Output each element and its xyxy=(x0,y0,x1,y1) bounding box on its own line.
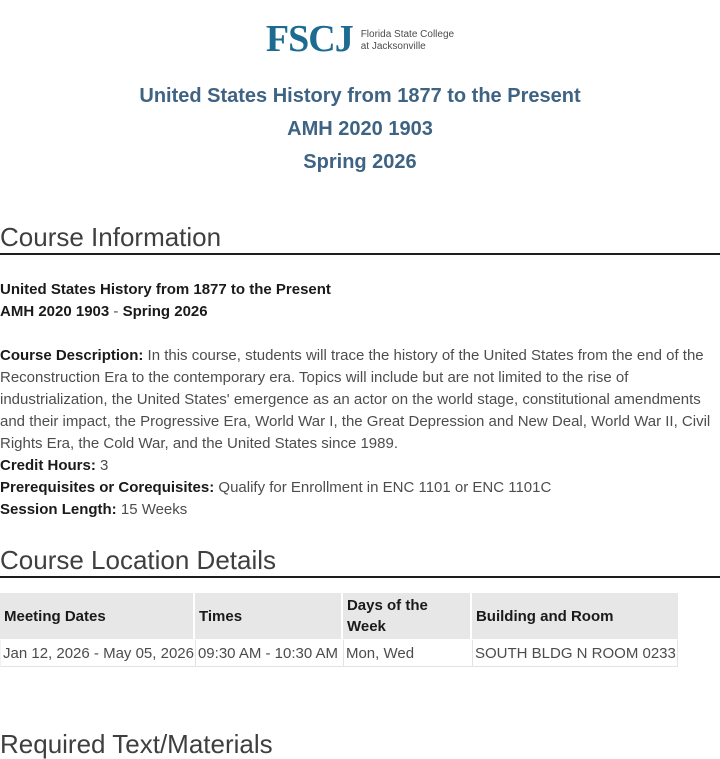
fscj-logo-acronym: FSCJ xyxy=(265,18,353,60)
page-title-line1: United States History from 1877 to the Present xyxy=(139,85,581,107)
credit-hours-label: Credit Hours: xyxy=(0,457,96,474)
fscj-logo-tagline-line2: at Jacksonville xyxy=(360,41,426,52)
course-code: AMH 2020 1903 xyxy=(0,303,110,320)
syllabus-page xyxy=(0,18,720,759)
course-information-section xyxy=(0,223,720,521)
column-header-days: Days of the Week xyxy=(343,593,472,639)
required-text-heading: Required Text/Materials xyxy=(0,729,273,759)
course-information-heading: Course Information xyxy=(0,222,222,252)
session-length-label: Session Length: xyxy=(0,501,117,518)
meeting-dates-cell: Jan 12, 2026 - May 05, 2026 xyxy=(0,639,195,667)
section-rule xyxy=(0,576,720,578)
session-length-value: 15 Weeks xyxy=(116,501,188,518)
fscj-logo-tagline xyxy=(361,22,454,53)
course-details xyxy=(0,345,720,521)
fscj-logo xyxy=(0,18,720,62)
column-header-times: Times xyxy=(195,593,343,639)
prerequisites-label: Prerequisites or Corequisites: xyxy=(0,479,215,496)
column-header-meeting-dates: Meeting Dates xyxy=(0,593,195,639)
course-description-label: Course Description: xyxy=(0,347,144,364)
required-text-section xyxy=(0,730,720,758)
course-identification xyxy=(0,279,720,323)
course-term: Spring 2026 xyxy=(122,303,208,320)
course-code-separator: - xyxy=(109,303,123,320)
course-location-heading: Course Location Details xyxy=(0,545,277,575)
section-rule xyxy=(0,253,720,255)
meeting-table-header-row xyxy=(0,593,678,639)
page-title-line3: Spring 2026 xyxy=(303,151,417,173)
building-room-cell: SOUTH BLDG N ROOM 0233 xyxy=(472,639,678,667)
times-cell: 09:30 AM - 10:30 AM xyxy=(195,639,343,667)
column-header-building-room: Building and Room xyxy=(472,593,678,639)
course-name: United States History from 1877 to the Present xyxy=(0,281,331,298)
course-location-section xyxy=(0,546,720,667)
fscj-logo-tagline-line1: Florida State College xyxy=(360,29,455,40)
table-row xyxy=(0,639,678,667)
page-title xyxy=(0,80,720,179)
course-description-text: In this course, students will trace the history of the United States from the end of the Reconstruction Era to the contemporary era. Topics will include but are not limited to the rise of industrialization, the United States' emergence as an actor on the world stage, constitutional amendments and their impact, the Progressive Era, World War I, the Great Depression and New Deal, World War II, Civil Rights Era, the Cold War, and the United States since 1989. xyxy=(0,347,711,452)
prerequisites-value: Qualify for Enrollment in ENC 1101 or ENC 1101C xyxy=(214,479,552,496)
credit-hours-value: 3 xyxy=(95,457,109,474)
page-title-line2: AMH 2020 1903 xyxy=(287,118,433,140)
meeting-table xyxy=(0,593,678,667)
days-cell: Mon, Wed xyxy=(343,639,472,667)
